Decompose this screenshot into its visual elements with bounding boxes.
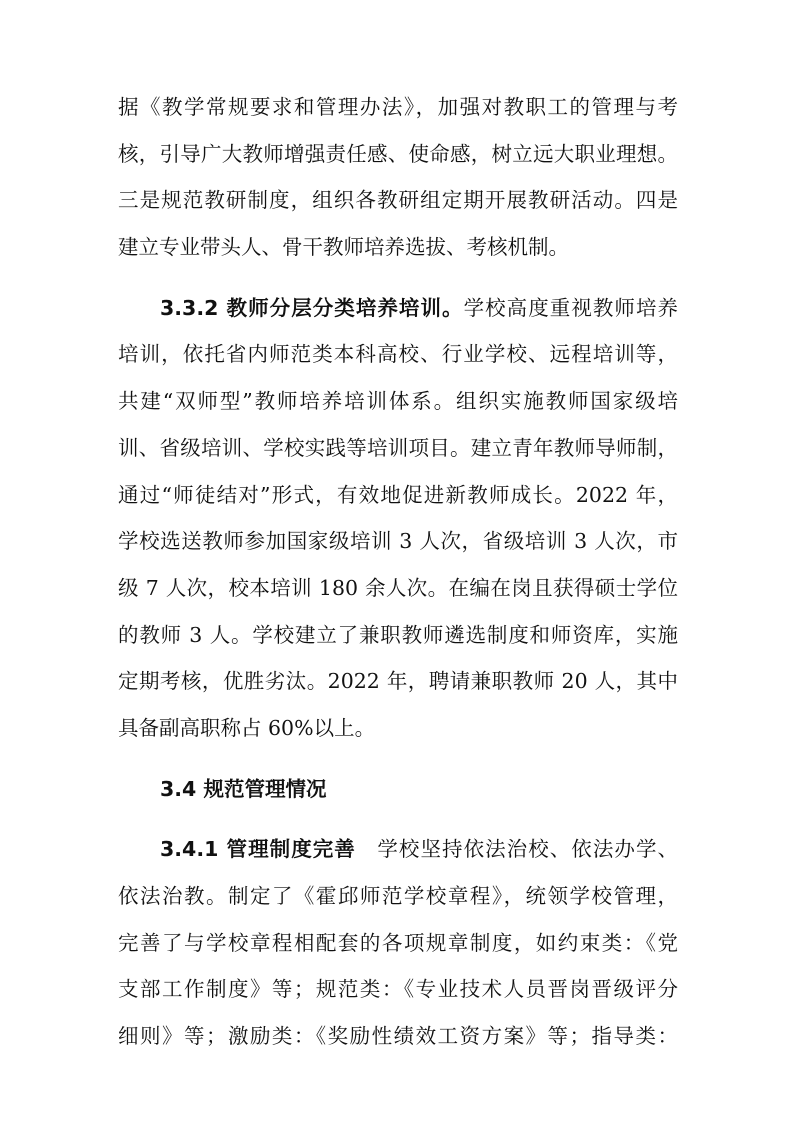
text-line: 据《教学常规要求和管理办法》，加强对教职工的管理与考 xyxy=(118,95,678,119)
document-page xyxy=(118,96,678,1118)
section-heading-3-4-1: 3.4.1 管理制度完善 xyxy=(160,837,356,862)
section-3-4 xyxy=(118,778,678,800)
section-heading-3-4: 3.4 规范管理情况 xyxy=(160,776,327,801)
paragraph-3-3-2 xyxy=(118,297,678,739)
paragraph-1 xyxy=(118,96,678,258)
text-line xyxy=(118,1072,678,1094)
text-line: 核，引导广大教师增强责任感、使命感，树立远大职业理想。 xyxy=(118,141,678,166)
text-line: 定期考核，优胜劣汰。2022 年，聘请兼职教师 20 人，其中 xyxy=(118,669,678,694)
text-line: 依法治教。制定了《霍邱师范学校章程》，统领学校管理， xyxy=(118,884,678,908)
text-line: 级 7 人次，校本培训 180 余人次。在编在岗且获得硕士学位 xyxy=(118,575,678,600)
text-line: 具备副高职称占 60%以上。 xyxy=(118,715,376,740)
text-line: 训、省级培训、学校实践等培训项目。建立青年教师导师制， xyxy=(118,435,678,460)
text-line xyxy=(118,838,678,860)
text-line: 共建“双师型”教师培养培训体系。组织实施教师国家级培 xyxy=(118,389,678,414)
text-run: 学校高度重视教师培养 xyxy=(463,295,678,320)
text-line: 完善了与学校章程相配套的各项规章制度，如约束类：《党 xyxy=(118,930,678,955)
text-line: 支部工作制度》等；规范类：《专业技术人员晋岗晋级评分 xyxy=(118,977,678,1002)
text-line: 通过“师徒结对”形式，有效地促进新教师成长。2022 年， xyxy=(118,482,678,507)
section-heading-3-3-2: 3.3.2 教师分层分类培养培训。 xyxy=(160,295,464,320)
text-line: 建立专业带头人、骨干教师培养选拔、考核机制。 xyxy=(118,235,569,260)
text-line: 的教师 3 人。学校建立了兼职教师遴选制度和师资库，实施 xyxy=(118,622,678,647)
text-line: 学校选送教师参加国家级培训 3 人次，省级培训 3 人次，市 xyxy=(118,529,678,554)
text-run: 学校坚持依法治校、依法办学、 xyxy=(377,837,678,862)
text-line xyxy=(118,297,678,319)
paragraph-3-4-1 xyxy=(118,838,678,1093)
text-line: 三是规范教研制度，组织各教研组定期开展教研活动。四是 xyxy=(118,188,678,213)
text-line: 培训，依托省内师范类本科高校、行业学校、远程培训等， xyxy=(118,342,678,367)
text-line: 细则》等；激励类：《奖励性绩效工资方案》等；指导类： xyxy=(118,1024,678,1049)
